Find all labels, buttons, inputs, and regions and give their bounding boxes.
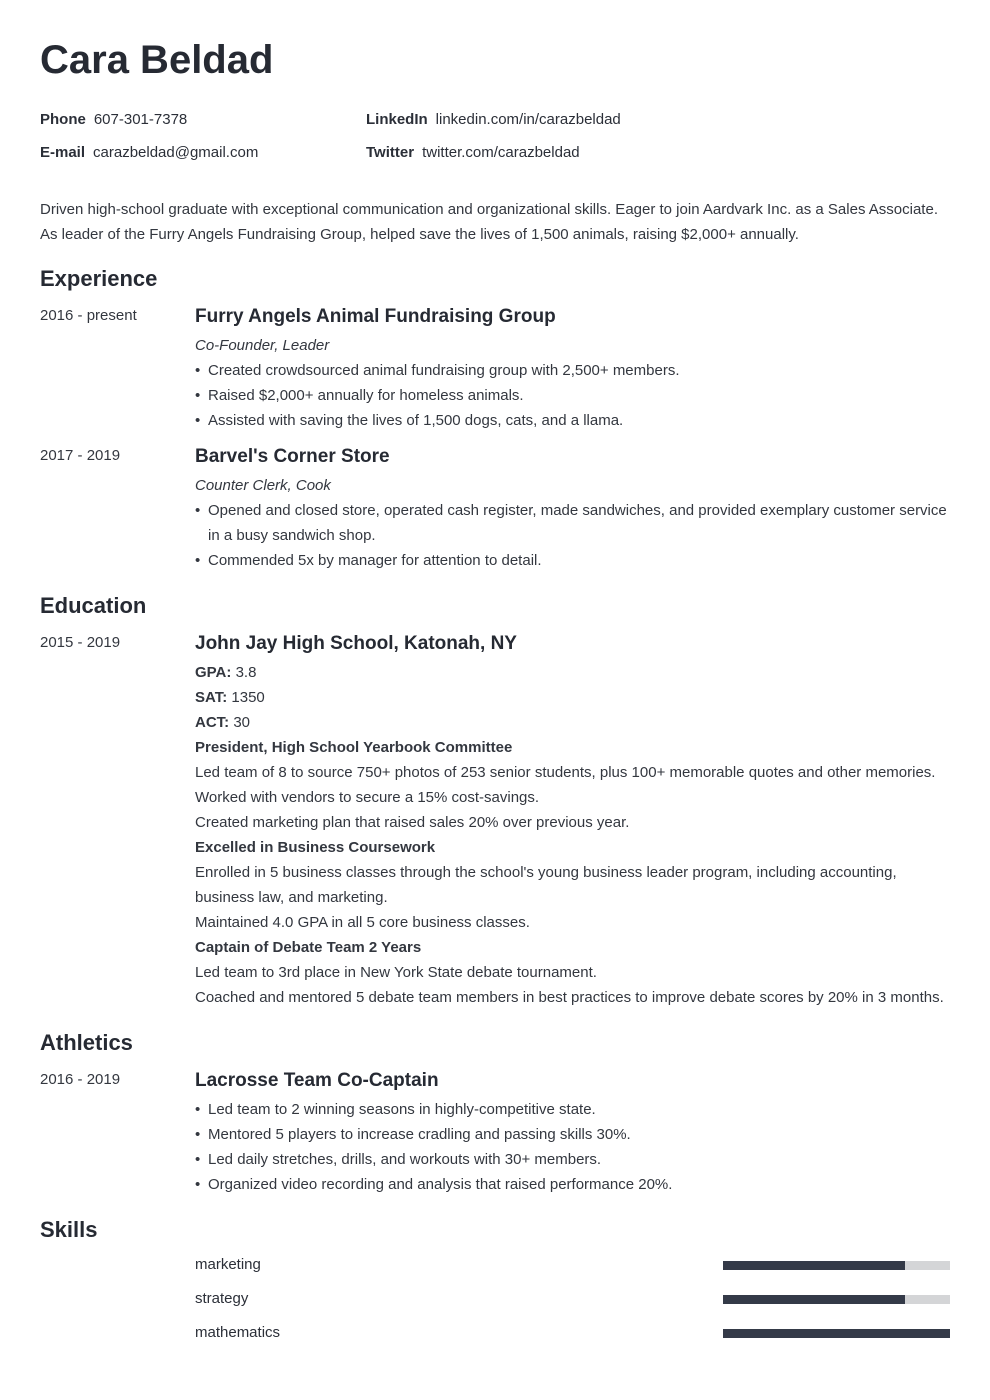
achievement-line: Maintained 4.0 GPA in all 5 core business classes. [195, 914, 530, 931]
section-title-education: Education [40, 593, 147, 618]
linkedin-label: LinkedIn [366, 111, 428, 128]
achievement-line: Created marketing plan that raised sales 20% over previous year. [195, 814, 630, 831]
phone-value: 607-301-7378 [93, 111, 188, 128]
entry-school: John Jay High School, Katonah, NY [195, 633, 517, 654]
act-value: 30 [233, 714, 251, 731]
sat-label: SAT: [195, 689, 228, 706]
entry-body [195, 632, 950, 1010]
email-value[interactable]: carazbeldad@gmail.com [93, 144, 259, 161]
skill-level-fill [723, 1329, 950, 1338]
skill-name: mathematics [195, 1324, 281, 1341]
entry-body [195, 305, 950, 433]
contact-email [40, 143, 258, 163]
section-title-experience: Experience [40, 266, 158, 291]
list-item: • Opened and closed store, operated cash register, made sandwiches, and provided exemplary customer service in a busy sandwich shop. [195, 498, 950, 548]
achievement-heading: President, High School Yearbook Committee [195, 739, 513, 756]
list-item: • Created crowdsourced animal fundraising group with 2,500+ members. [195, 358, 950, 383]
list-item: • Led team to 2 winning seasons in highly-competitive state. [195, 1097, 950, 1122]
skill-row-mathematics [195, 1323, 950, 1343]
entry-date: 2016 - present [40, 307, 137, 324]
skill-name: strategy [195, 1290, 249, 1307]
entry-role: Counter Clerk, Cook [195, 477, 331, 494]
entry-bullets [195, 358, 950, 433]
section-title-skills: Skills [40, 1217, 98, 1242]
entry-date: 2015 - 2019 [40, 634, 121, 651]
list-item: • Organized video recording and analysis that raised performance 20%. [195, 1172, 950, 1197]
linkedin-value[interactable]: linkedin.com/in/carazbeldad [435, 111, 621, 128]
section-title-athletics: Athletics [40, 1030, 133, 1055]
candidate-name: Cara Beldad [40, 38, 274, 82]
sat-value: 1350 [231, 689, 265, 706]
entry-bullets [195, 1097, 950, 1197]
entry-role: Co-Founder, Leader [195, 337, 330, 354]
list-item: • Led daily stretches, drills, and workouts with 30+ members. [195, 1147, 950, 1172]
achievement-line: Coached and mentored 5 debate team members in best practices to improve debate scores by 20% in 3 months. [195, 989, 944, 1006]
achievement-line: Led team to 3rd place in New York State debate tournament. [195, 964, 597, 981]
summary-paragraph: Driven high-school graduate with exceptional communication and organizational skills. Eager to join Aardvark Inc. as a Sales Associate. As leader of the Furry Angels Fundraising Group, helped save the lives of 1,500 animals, raising $2,000+ annually. [40, 201, 938, 243]
list-item: • Assisted with saving the lives of 1,500 dogs, cats, and a llama. [195, 408, 950, 433]
contact-linkedin [366, 110, 621, 130]
entry-date: 2017 - 2019 [40, 447, 121, 464]
phone-label: Phone [40, 111, 86, 128]
achievement-heading: Captain of Debate Team 2 Years [195, 939, 422, 956]
skill-name: marketing [195, 1256, 261, 1273]
sat-line [195, 685, 950, 710]
list-item: • Commended 5x by manager for attention to detail. [195, 548, 950, 573]
skill-level-fill [723, 1295, 905, 1304]
skill-level-bar [723, 1295, 950, 1304]
entry-body [195, 445, 950, 573]
contact-twitter [366, 143, 580, 163]
twitter-label: Twitter [366, 144, 415, 161]
act-line [195, 710, 950, 735]
entry-bullets [195, 498, 950, 573]
achievement-line: Enrolled in 5 business classes through the school's young business leader program, including accounting, business law, and marketing. [195, 864, 897, 906]
gpa-line [195, 660, 950, 685]
entry-org: Lacrosse Team Co-Captain [195, 1070, 439, 1091]
skill-level-bar [723, 1329, 950, 1338]
entry-org: Barvel's Corner Store [195, 446, 390, 467]
twitter-value[interactable]: twitter.com/carazbeldad [422, 144, 580, 161]
skill-row-strategy [195, 1289, 950, 1309]
act-label: ACT: [195, 714, 230, 731]
list-item: • Raised $2,000+ annually for homeless animals. [195, 383, 950, 408]
entry-body [195, 1069, 950, 1197]
skill-level-fill [723, 1261, 905, 1270]
gpa-value: 3.8 [235, 664, 257, 681]
entry-org: Furry Angels Animal Fundraising Group [195, 306, 556, 327]
gpa-label: GPA: [195, 664, 232, 681]
contact-phone [40, 110, 187, 130]
achievement-line: Led team of 8 to source 750+ photos of 253 senior students, plus 100+ memorable quotes and other memories. [195, 764, 936, 781]
skill-row-marketing [195, 1255, 950, 1275]
skill-level-bar [723, 1261, 950, 1270]
achievement-line: Worked with vendors to secure a 15% cost-savings. [195, 789, 540, 806]
list-item: • Mentored 5 players to increase cradling and passing skills 30%. [195, 1122, 950, 1147]
email-label: E-mail [40, 144, 86, 161]
entry-date: 2016 - 2019 [40, 1071, 121, 1088]
achievement-heading: Excelled in Business Coursework [195, 839, 436, 856]
